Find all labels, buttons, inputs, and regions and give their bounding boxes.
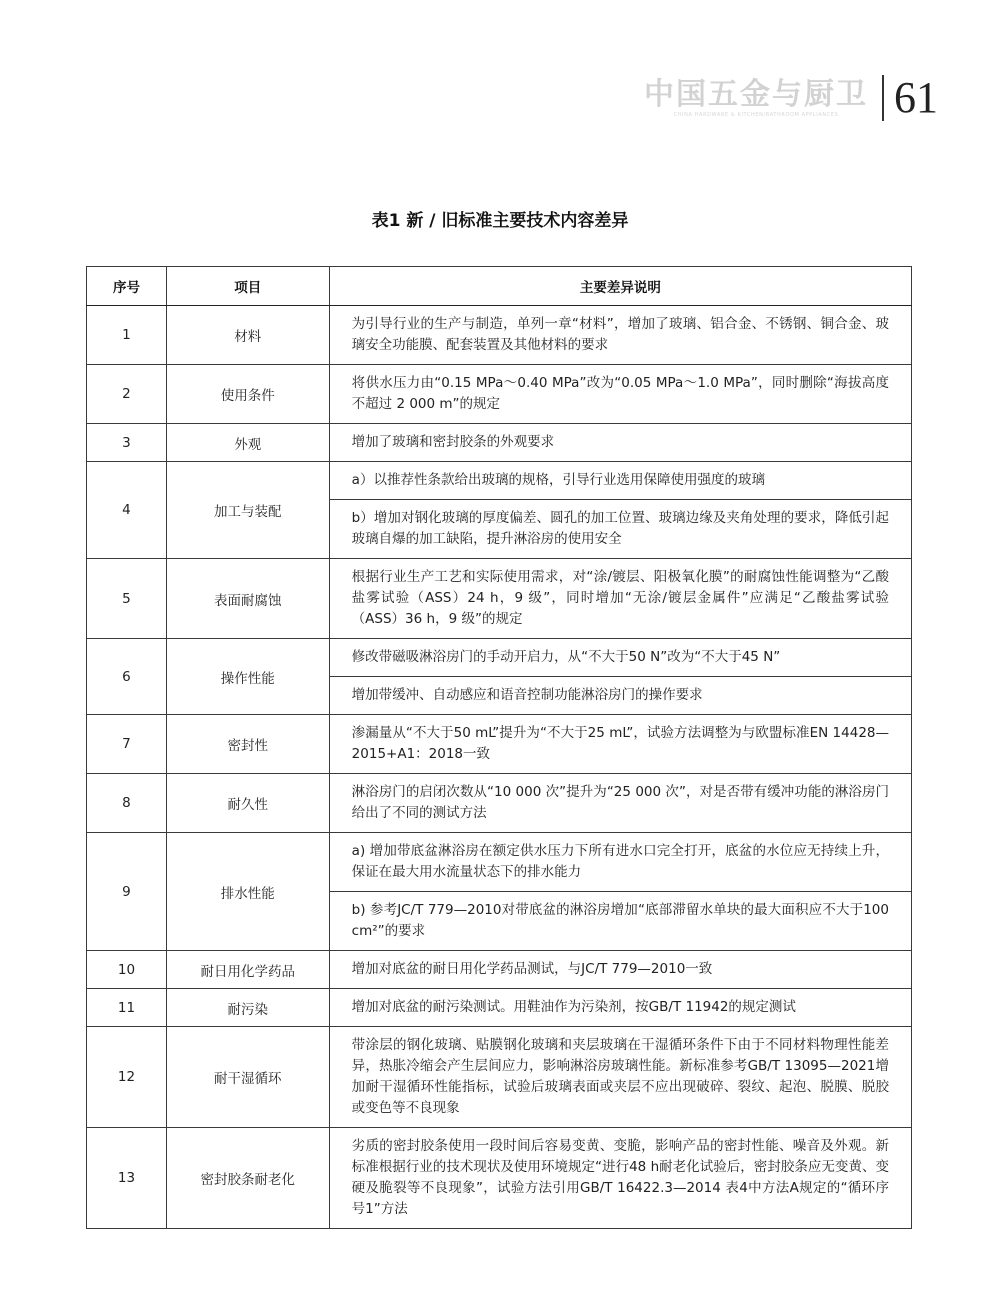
row-description-cell: 增加带缓冲、自动感应和语音控制功能淋浴房门的操作要求 [329, 677, 911, 715]
table-title: 表1 新 / 旧标准主要技术内容差异 [371, 211, 629, 231]
row-number-cell: 13 [87, 1128, 167, 1229]
table-row [87, 365, 912, 424]
table-row [87, 306, 912, 365]
row-description-cell: 增加了玻璃和密封胶条的外观要求 [329, 424, 911, 462]
row-description-cell: 增加对底盆的耐日用化学药品测试，与JC/T 779—2010一致 [329, 951, 911, 989]
row-item-cell: 表面耐腐蚀 [166, 559, 329, 639]
magazine-logo [644, 76, 868, 118]
row-description-cell: 劣质的密封胶条使用一段时间后容易变黄、变脆，影响产品的密封性能、噪音及外观。新标准根据行业的技术现状及使用环境规定“进行48 h耐老化试验后，密封胶条应无变黄、变硬及脆裂等不良现象”，试验方法引用GB/T 16422.3—2014 表4中方法A规定的“循环序号1”方法 [329, 1128, 911, 1229]
row-description-cell: 将供水压力由“0.15 MPa～0.40 MPa”改为“0.05 MPa～1.0 MPa”，同时删除“海拔高度不超过 2 000 m”的规定 [329, 365, 911, 424]
table-row [87, 989, 912, 1027]
row-item-cell: 耐污染 [166, 989, 329, 1027]
table-row [87, 1027, 912, 1128]
row-description-cell: b）增加对钢化玻璃的厚度偏差、圆孔的加工位置、玻璃边缘及夹角处理的要求，降低引起玻璃自爆的加工缺陷，提升淋浴房的使用安全 [329, 500, 911, 559]
row-item-cell: 密封性 [166, 715, 329, 774]
row-number-cell: 4 [87, 462, 167, 559]
row-item-cell: 耐日用化学药品 [166, 951, 329, 989]
row-item-cell: 使用条件 [166, 365, 329, 424]
logo-text: 中国五金与厨卫 [644, 76, 868, 112]
row-description-cell: 为引导行业的生产与制造，单列一章“材料”，增加了玻璃、铝合金、不锈钢、铜合金、玻璃安全功能膜、配套装置及其他材料的要求 [329, 306, 911, 365]
row-description-cell: a）以推荐性条款给出玻璃的规格，引导行业选用保障使用强度的玻璃 [329, 462, 911, 500]
row-description-cell: a) 增加带底盆淋浴房在额定供水压力下所有进水口完全打开，底盆的水位应无持续上升，保证在最大用水流量状态下的排水能力 [329, 833, 911, 892]
row-number-cell: 6 [87, 639, 167, 715]
row-number-cell: 7 [87, 715, 167, 774]
row-description-cell: 修改带磁吸淋浴房门的手动开启力，从“不大于50 N”改为“不大于45 N” [329, 639, 911, 677]
table-row [87, 715, 912, 774]
row-item-cell: 加工与装配 [166, 462, 329, 559]
row-item-cell: 外观 [166, 424, 329, 462]
row-number-cell: 9 [87, 833, 167, 951]
table-row [87, 424, 912, 462]
row-description-cell: 根据行业生产工艺和实际使用需求，对“涂/镀层、阳极氧化膜”的耐腐蚀性能调整为“乙酸盐雾试验（ASS）24 h，9 级”，同时增加“无涂/镀层金属件”应满足“乙酸盐雾试验（ASS）36 h，9 级”的规定 [329, 559, 911, 639]
row-item-cell: 排水性能 [166, 833, 329, 951]
table-body [87, 306, 912, 1229]
page-number: 61 [894, 73, 938, 122]
table-row [87, 951, 912, 989]
column-header-number: 序号 [87, 267, 167, 306]
table-row [87, 1128, 912, 1229]
table-row [87, 462, 912, 500]
table-row [87, 774, 912, 833]
row-number-cell: 1 [87, 306, 167, 365]
row-number-cell: 5 [87, 559, 167, 639]
row-number-cell: 10 [87, 951, 167, 989]
column-header-description: 主要差异说明 [329, 267, 911, 306]
row-description-cell: 淋浴房门的启闭次数从“10 000 次”提升为“25 000 次”，对是否带有缓冲功能的淋浴房门给出了不同的测试方法 [329, 774, 911, 833]
row-number-cell: 8 [87, 774, 167, 833]
row-item-cell: 耐久性 [166, 774, 329, 833]
row-number-cell: 11 [87, 989, 167, 1027]
differences-table [86, 266, 912, 1229]
row-number-cell: 2 [87, 365, 167, 424]
row-description-cell: 渗漏量从“不大于50 mL”提升为“不大于25 mL”，试验方法调整为与欧盟标准EN 14428—2015+A1：2018一致 [329, 715, 911, 774]
table-row [87, 833, 912, 892]
row-item-cell: 密封胶条耐老化 [166, 1128, 329, 1229]
row-item-cell: 耐干湿循环 [166, 1027, 329, 1128]
table-row [87, 559, 912, 639]
masthead [644, 72, 938, 124]
table-header-row [87, 267, 912, 306]
column-header-item: 项目 [166, 267, 329, 306]
row-number-cell: 12 [87, 1027, 167, 1128]
row-description-cell: b) 参考JC/T 779—2010对带底盆的淋浴房增加“底部滞留水单块的最大面积应不大于100 cm²”的要求 [329, 892, 911, 951]
table-row [87, 639, 912, 677]
row-description-cell: 增加对底盆的耐污染测试。用鞋油作为污染剂，按GB/T 11942的规定测试 [329, 989, 911, 1027]
masthead-divider [882, 75, 884, 121]
logo-subtitle: CHINA HARDWARE & KITCHEN/BATHROOM APPLIANCES [673, 111, 839, 118]
row-number-cell: 3 [87, 424, 167, 462]
row-description-cell: 带涂层的钢化玻璃、贴膜钢化玻璃和夹层玻璃在干湿循环条件下由于不同材料物理性能差异，热胀冷缩会产生层间应力，影响淋浴房玻璃性能。新标准参考GB/T 13095—2021增加耐干湿循环性能指标，试验后玻璃表面或夹层不应出现破碎、裂纹、起泡、脱膜、脱胶或变色等不良现象 [329, 1027, 911, 1128]
row-item-cell: 操作性能 [166, 639, 329, 715]
row-item-cell: 材料 [166, 306, 329, 365]
